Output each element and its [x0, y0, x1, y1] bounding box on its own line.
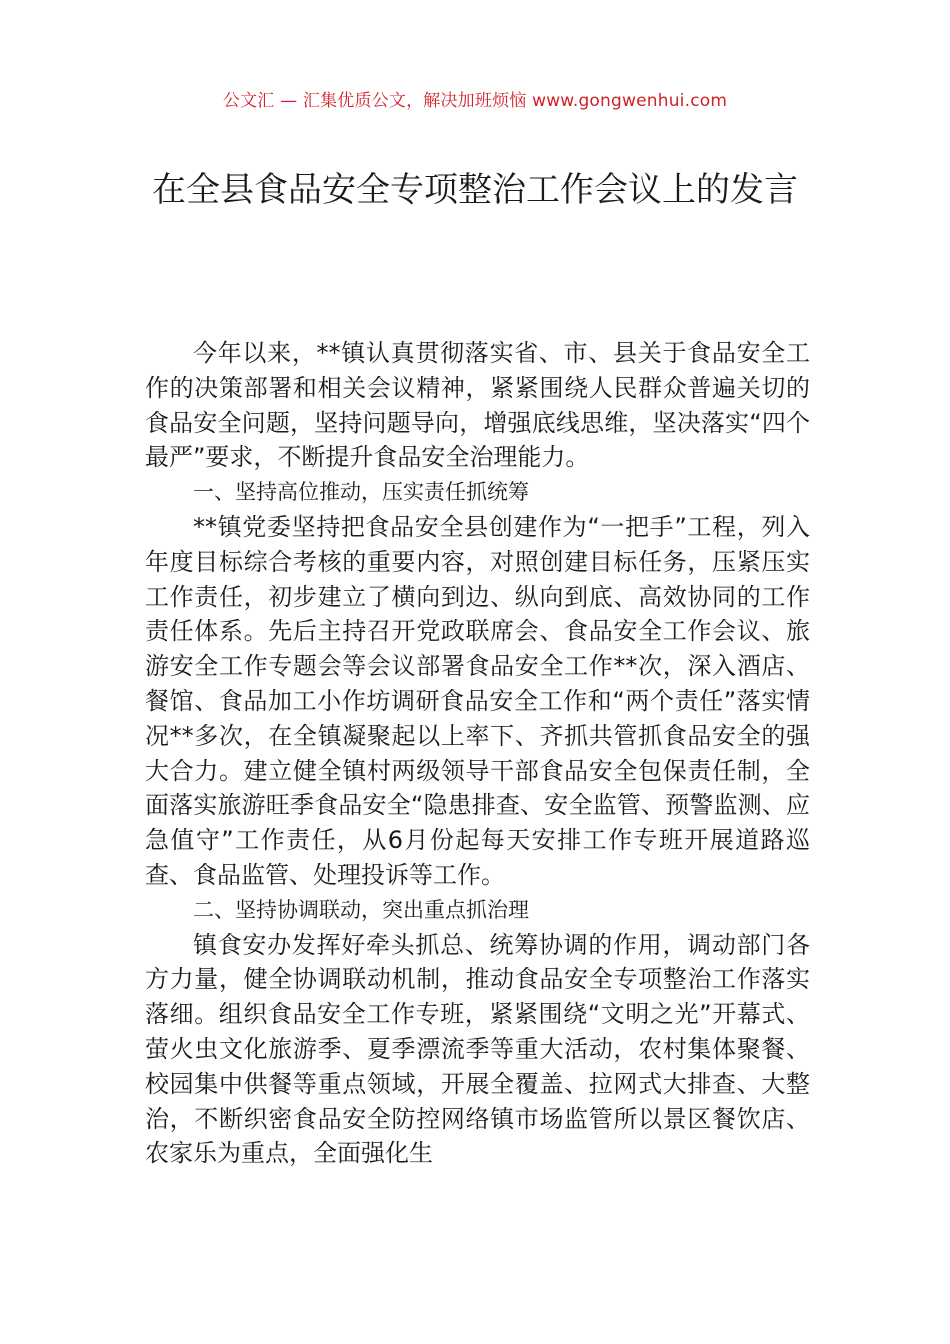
section-2-paragraph: 镇食安办发挥好牵头抓总、统筹协调的作用，调动部门各方力量，健全协调联动机制，推动食品安全专项整治工作落实落细。组织食品安全工作专班，紧紧围绕“文明之光”开幕式、萤火虫文化旅游季、夏季漂流季等重大活动，农村集体聚餐、校园集中供餐等重点领域，开展全覆盖、拉网式大排查、大整治，不断织密食品安全防控网络镇市场监管所以景区餐饮店、农家乐为重点，全面强化生	[145, 930, 810, 1168]
section-heading-2: 二、坚持协调联动，突出重点抓治理	[193, 897, 529, 922]
section-heading-1: 一、坚持高位推动，压实责任抓统筹	[193, 480, 529, 505]
intro-paragraph: 今年以来，**镇认真贯彻落实省、市、县关于食品安全工作的决策部署和相关会议精神，紧紧围绕人民群众普遍关切的食品安全问题，坚持问题导向，增强底线思维，坚决落实“四个最严”要求，不断提升食品安全治理能力。	[145, 339, 810, 472]
document-body	[145, 336, 810, 1171]
document-title: 在全县食品安全专项整治工作会议上的发言	[152, 170, 798, 210]
section-1-paragraph: **镇党委坚持把食品安全县创建作为“一把手”工程，列入年度目标综合考核的重要内容，对照创建目标任务，压紧压实工作责任，初步建立了横向到边、纵向到底、高效协同的工作责任体系。先后主持召开党政联席会、食品安全工作会议、旅游安全工作专题会等会议部署食品安全工作**次，深入酒店、餐馆、食品加工小作坊调研食品安全工作和“两个责任”落实情况**多次，在全镇凝聚起以上率下、齐抓共管抓食品安全的强大合力。建立健全镇村两级领导干部食品安全包保责任制，全面落实旅游旺季食品安全“隐患排查、安全监管、预警监测、应急值守”工作责任，从6月份起每天安排工作专班开展道路巡查、食品监管、处理投诉等工作。	[145, 512, 810, 889]
header-banner: 公文汇 — 汇集优质公文，解决加班烦恼 www.gongwenhui.com	[222, 91, 728, 111]
